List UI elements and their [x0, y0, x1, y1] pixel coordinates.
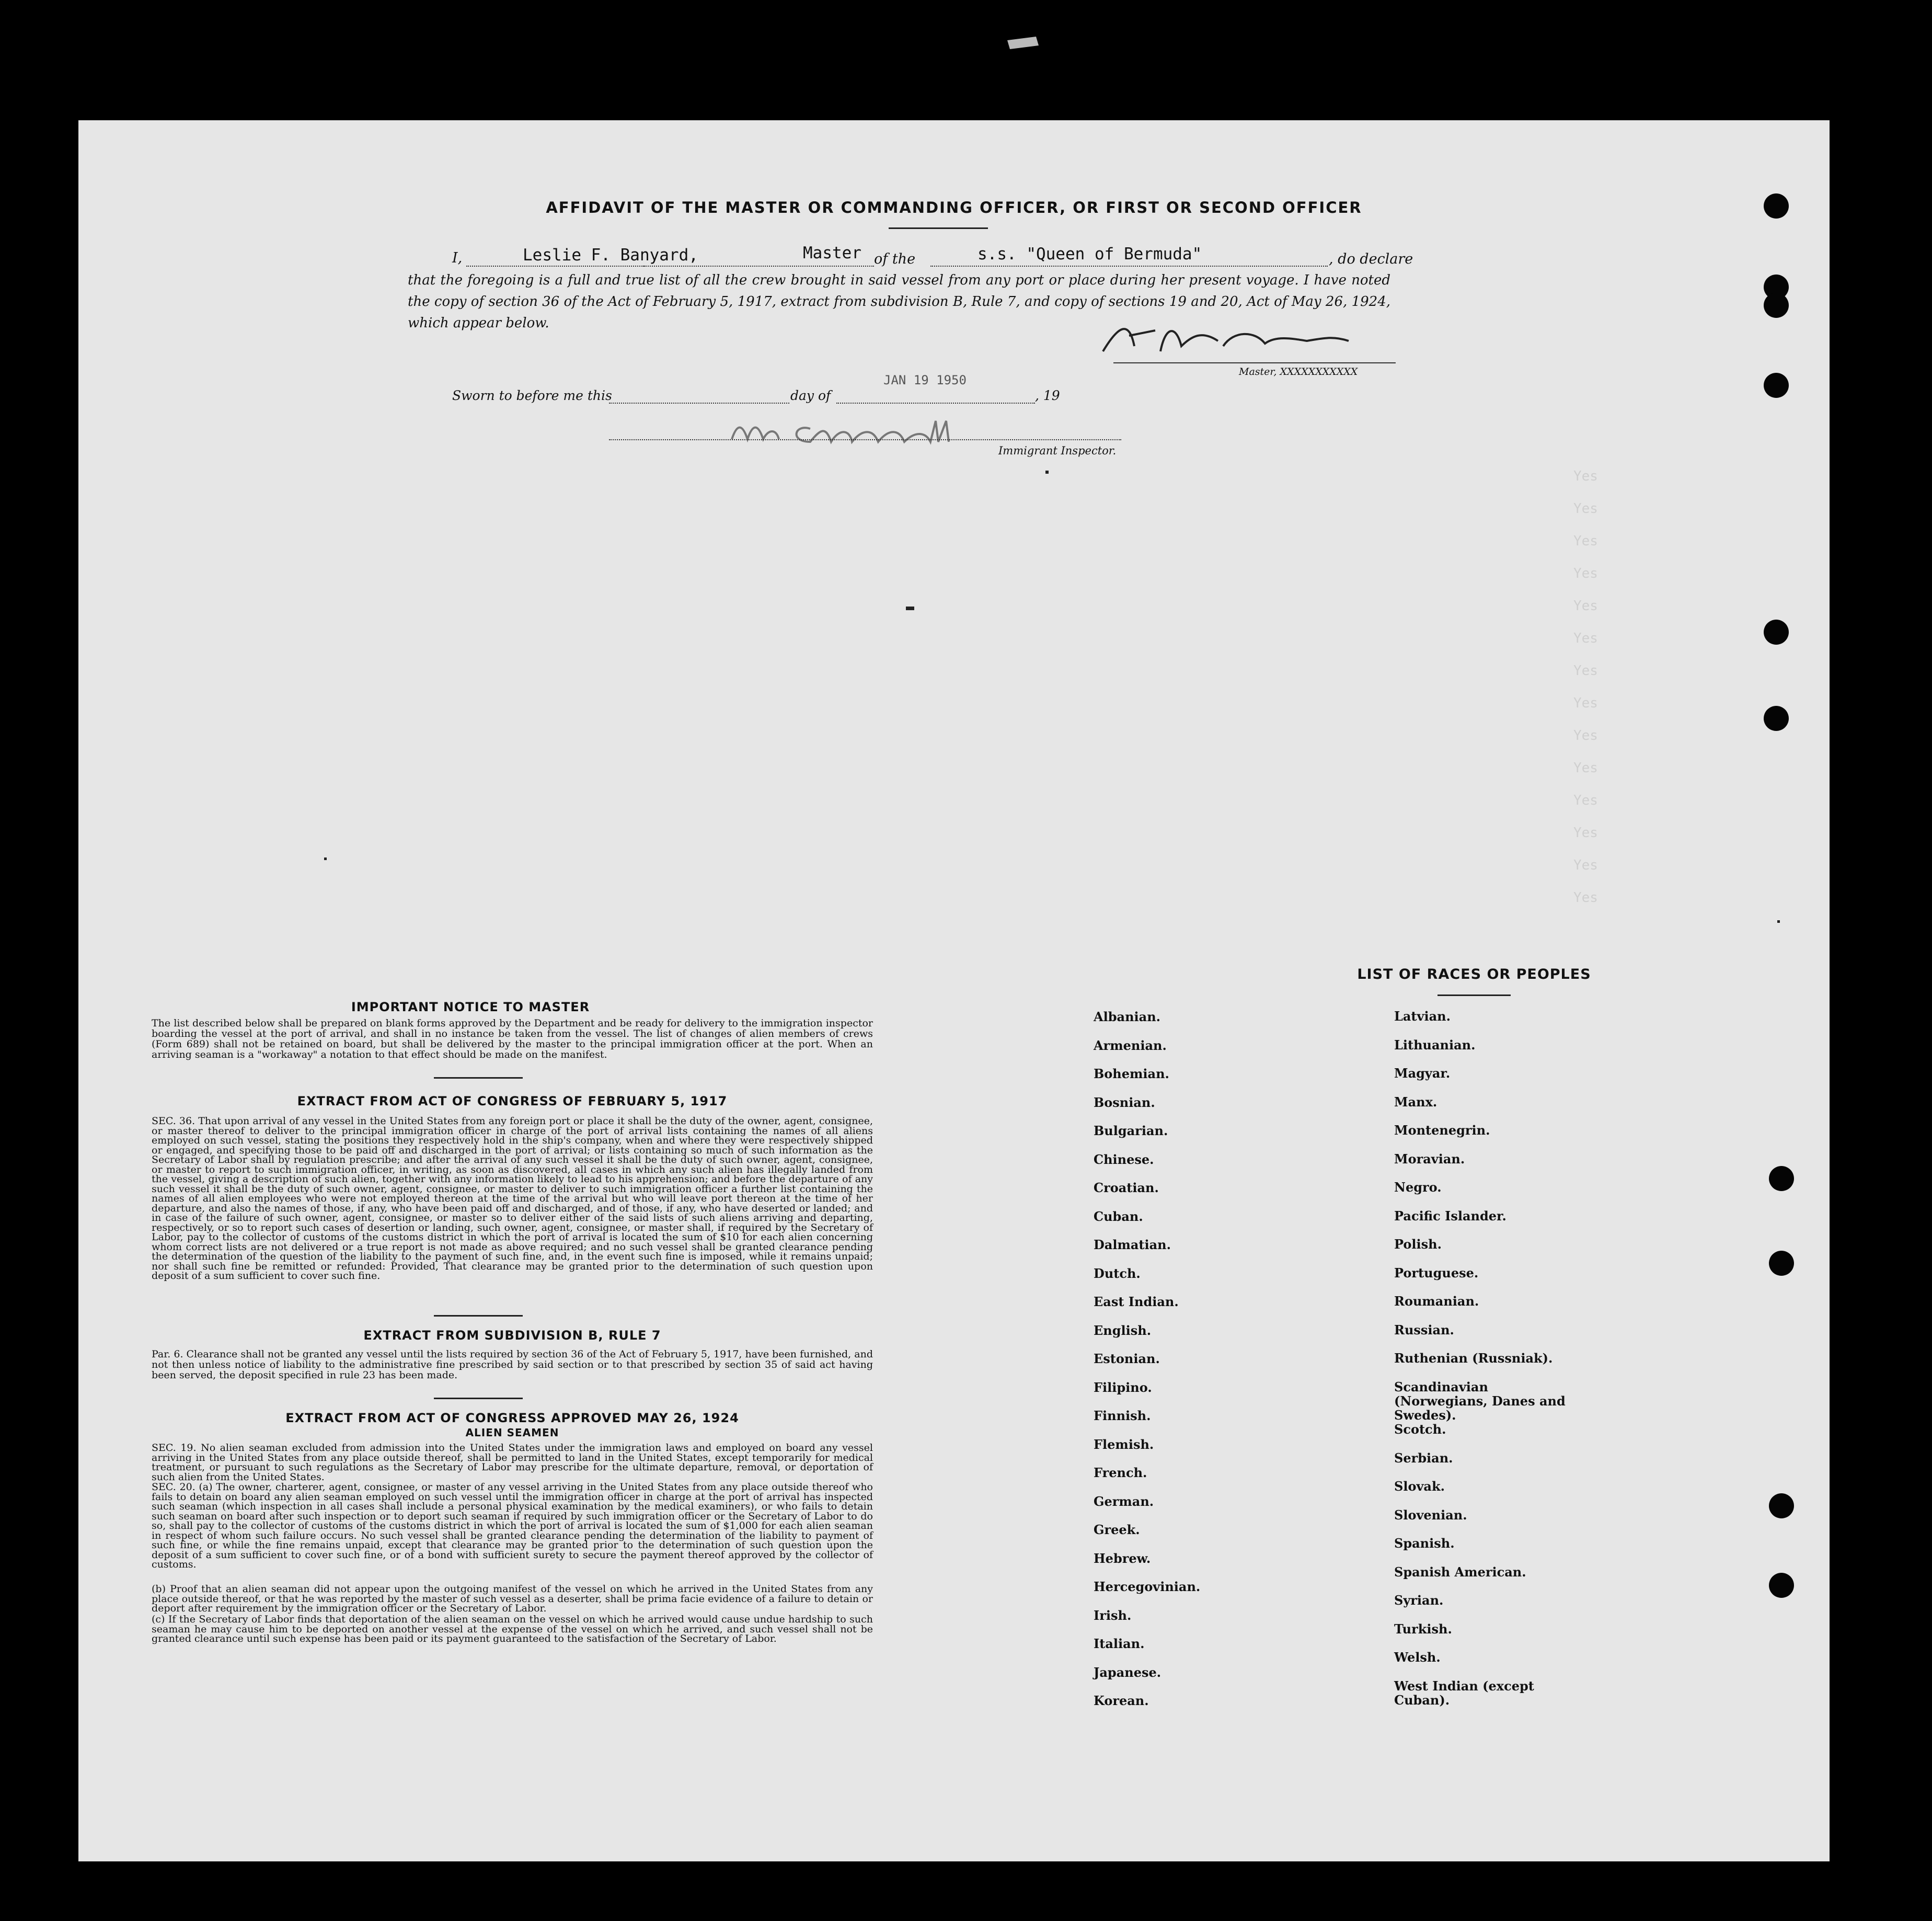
- inspector-caption: Immigrant Inspector.: [998, 444, 1117, 457]
- race-item: Montenegrin.: [1394, 1123, 1490, 1138]
- master-signature: [1098, 315, 1411, 367]
- race-item: Spanish.: [1394, 1536, 1455, 1551]
- races-divider: [1438, 994, 1511, 996]
- act-1917-heading: EXTRACT FROM ACT OF CONGRESS OF FEBRUARY 5, 1917: [297, 1094, 728, 1108]
- races-heading: LIST OF RACES OR PEOPLES: [1357, 966, 1591, 982]
- act-1924-subheading: ALIEN SEAMEN: [465, 1426, 559, 1439]
- affidavit-body: that the foregoing is a full and true list of all the crew brought in said vessel from any port or place during her present voyage. I have noted the copy of section 36 of the Act of February 5, 1917, extract from subdivision B, Rule 7, and copy of sections 19 and 20, Act of May 26, 1924, which appear below.: [408, 272, 1390, 331]
- signature-caption: Master, XXXXXXXXXXX: [1239, 366, 1358, 378]
- race-item: Ruthenian (Russniak).: [1394, 1351, 1553, 1366]
- dust-speck: [1045, 471, 1049, 474]
- act-1924-sec19: SEC. 19. No alien seaman excluded from admission into the United States under the immigration laws and employed on board any vessel arriving in the United States from any place outside thereof, shall be permitted to land in the United States, except temporarily for medical treatment, or pursuant to such regulations as the Secretary of Labor may prescribe for the ultimate departure, removal, or deportation of such alien from the United States.: [152, 1442, 873, 1483]
- i-label: I,: [452, 250, 463, 266]
- race-item: Bulgarian.: [1094, 1123, 1168, 1138]
- race-item: Serbian.: [1394, 1450, 1453, 1466]
- dust-speck: [1777, 920, 1780, 923]
- race-item: Finnish.: [1094, 1408, 1151, 1423]
- binder-hole: [1769, 1251, 1794, 1276]
- name-underline: [466, 266, 644, 267]
- race-item: Slovenian.: [1394, 1507, 1467, 1523]
- race-item: Scotch.: [1394, 1422, 1446, 1437]
- race-item: East Indian.: [1094, 1294, 1179, 1309]
- race-item: Dutch.: [1094, 1265, 1141, 1281]
- race-item: Syrian.: [1394, 1593, 1444, 1608]
- race-item: Italian.: [1094, 1636, 1145, 1651]
- act-1924-sec20a: SEC. 20. (a) The owner, charterer, agent, consignee, or master of any vessel arriving in the United States from any place outside thereof who fails to detain on board any alien seaman employed on such vessel until the immigration officer in charge at the port of arrival has inspected such seaman (which inspection in all cases shall include a personal physical examination by the medical examiners), or who fails to detain such seaman on board after such inspection or to deport such seaman if required by such immigration officer or the Secretary of Labor to do so, shall pay to the collector of customs of the customs district in which the port of arrival is located the sum of $1,000 for each alien seaman in respect of whom such failure occurs. No such vessel shall be granted clearance pending the determination of the liability to payment of such fine, or while the fine remains unpaid, except that clearance may be granted prior to the determination of such question upon the deposit of a sum sufficient to cover such fine, or of a bond with sufficient surety to secure the payment thereof approved by the collector of customs.: [152, 1481, 873, 1570]
- binder-hole: [1764, 193, 1789, 219]
- inspector-signature: [727, 413, 998, 450]
- binder-hole: [1764, 373, 1789, 398]
- race-item: Pacific Islander.: [1394, 1208, 1506, 1224]
- of-the-label: of the: [874, 251, 916, 267]
- year-label: , 19: [1035, 388, 1060, 403]
- race-item: Moravian.: [1394, 1151, 1465, 1167]
- binder-hole: [1769, 1493, 1794, 1518]
- notice-heading: IMPORTANT NOTICE TO MASTER: [351, 1000, 590, 1014]
- officer-name: Leslie F. Banyard,: [523, 246, 698, 265]
- race-item: Irish.: [1094, 1607, 1132, 1623]
- race-item: Hebrew.: [1094, 1550, 1151, 1566]
- race-item: Turkish.: [1394, 1621, 1452, 1637]
- sworn-month-underline: [836, 403, 1035, 404]
- binder-hole: [1764, 620, 1789, 645]
- race-item: West Indian (except Cuban).: [1394, 1678, 1534, 1708]
- heading-divider: [889, 227, 988, 229]
- race-item: Armenian.: [1094, 1037, 1167, 1053]
- race-item: Spanish American.: [1394, 1564, 1526, 1580]
- race-item: Magyar.: [1394, 1066, 1451, 1081]
- vessel-underline: [930, 266, 1328, 267]
- race-item: Roumanian.: [1394, 1294, 1479, 1309]
- dust-speck: [906, 607, 914, 610]
- race-item: Slovak.: [1394, 1479, 1445, 1494]
- date-stamp: JAN 19 1950: [883, 373, 967, 387]
- race-item: Greek.: [1094, 1522, 1140, 1537]
- notice-divider: [434, 1077, 523, 1079]
- race-item: French.: [1094, 1465, 1147, 1480]
- binder-hole: [1769, 1573, 1794, 1598]
- act-1924-heading: EXTRACT FROM ACT OF CONGRESS APPROVED MAY 26, 1924: [285, 1411, 739, 1425]
- race-item: Hercegovinian.: [1094, 1579, 1201, 1594]
- race-item: Portuguese.: [1394, 1265, 1479, 1280]
- vessel-name: s.s. "Queen of Bermuda": [978, 245, 1202, 264]
- act-1924-sec20c: (c) If the Secretary of Labor finds that deportation of the alien seaman on the vessel on which he arrived would cause undue hardship to such seaman he may cause him to be deported on another vessel at the expense of the vessel on which he arrived, and such vessel shall not be granted clearance until such expense has been paid or its payment guaranteed to the satisfaction of the Secretary of Labor.: [152, 1614, 873, 1644]
- race-item: English.: [1094, 1322, 1152, 1338]
- rule-7-heading: EXTRACT FROM SUBDIVISION B, RULE 7: [363, 1328, 661, 1343]
- race-item: Dalmatian.: [1094, 1237, 1171, 1252]
- race-item: Albanian.: [1094, 1009, 1160, 1024]
- race-item: Russian.: [1394, 1322, 1454, 1337]
- clip-mark: [1005, 32, 1041, 53]
- signature-underline: [1113, 362, 1396, 363]
- race-item: Bosnian.: [1094, 1094, 1155, 1110]
- bleed-through: Yes Yes Yes Yes Yes Yes Yes Yes Yes Yes Yes Yes Yes Yes: [1573, 468, 1598, 906]
- inspector-underline: [609, 439, 1121, 440]
- document-page: [78, 120, 1830, 1861]
- race-item: Croatian.: [1094, 1180, 1159, 1195]
- notice-text: The list described below shall be prepared on blank forms approved by the Department and be ready for delivery to the immigration inspector boarding the vessel at the port of arrival, and shall in no instance be taken from the vessel. The list of changes of alien members of crews (Form 689) shall not be retained on board, but shall be delivered by the master to the principal immigration officer at the port. When an arriving seaman is a "workaway" a notation to that effect should be made on the manifest.: [152, 1017, 873, 1060]
- rule-7-text: Par. 6. Clearance shall not be granted any vessel until the lists required by section 36 of the Act of February 5, 1917, have been furnished, and not then unless notice of liability to the administrative fine prescribed by said section or to that prescribed by section 35 of said act having been served, the deposit specified in rule 23 has been made.: [152, 1348, 873, 1381]
- dust-speck: [324, 857, 327, 860]
- race-item: Flemish.: [1094, 1436, 1154, 1452]
- race-item: Filipino.: [1094, 1379, 1152, 1395]
- sworn-label: Sworn to before me this: [452, 388, 612, 403]
- race-item: Cuban.: [1094, 1208, 1143, 1224]
- race-item: Negro.: [1394, 1180, 1442, 1195]
- act-1917-divider: [434, 1315, 523, 1317]
- race-item: Latvian.: [1394, 1009, 1451, 1024]
- race-item: Lithuanian.: [1394, 1037, 1476, 1053]
- race-item: Polish.: [1394, 1237, 1442, 1252]
- rule-7-divider: [434, 1398, 523, 1399]
- binder-hole: [1764, 293, 1789, 318]
- officer-rank: Master: [803, 244, 861, 262]
- act-1917-text: SEC. 36. That upon arrival of any vessel in the United States from any foreign port or place it shall be the duty of the owner, agent, consignee, or master thereof to deliver to the principal immigration officer in charge of the port of arrival lists containing the names of all aliens employed on such vessel, stating the positions they respectively hold in the ship's company, when and where they were respectively shipped or engaged, and specifying those to be paid off and discharged in the port of arrival; or lists containing so much of such information as the Secretary of Labor shall by regulation prescribe; and after the arrival of any such vessel it shall be the duty of such owner, agent, consignee, or master to report to such immigration officer, in writing, as soon as discovered, all cases in which any such alien has illegally landed from the vessel, giving a description of such alien, together with any information likely to lead to his apprehension; and before the departure of any such vessel it shall be the duty of such owner, agent, consignee, or master to deliver to such immigration officer a further list containing the names of all alien employees who were not employed thereon at the time of the arrival but who will leave port thereon at the time of her departure, and also the names of those, if any, who have been paid off and discharged, and of those, if any, who have deserted or landed; and in case of the failure of such owner, agent, consignee, or master so to deliver either of the said lists of such aliens arriving and departing, respectively, or so to report such cases of desertion or landing, such owner, agent, consignee, or master shall, if required by the Secretary of Labor, pay to the collector of customs of the customs district in which the port of arrival is located the sum of $10 for each alien concerning whom correct lists are not delivered or a true report is not made as above required; and no such vessel shall be granted clearance pending the determination of the question of the liability to the payment of such fine, and, in the event such fine is imposed, while it remains unpaid; nor shall such fine be remitted or refunded: Provided, That clearance may be granted prior to the determination of such question upon deposit of a sum sufficient to cover such fine.: [152, 1115, 873, 1282]
- race-item: Estonian.: [1094, 1351, 1160, 1366]
- rank-underline: [644, 266, 874, 267]
- race-item: Welsh.: [1394, 1650, 1441, 1665]
- race-item: Scandinavian (Norwegians, Danes and Swedes).: [1394, 1379, 1566, 1423]
- declare-tail: , do declare: [1329, 251, 1413, 267]
- race-item: Chinese.: [1094, 1151, 1154, 1167]
- race-item: Manx.: [1394, 1094, 1438, 1110]
- race-item: Japanese.: [1094, 1664, 1162, 1680]
- sworn-day-underline: [609, 403, 789, 404]
- binder-hole: [1769, 1166, 1794, 1191]
- act-1924-sec20b: (b) Proof that an alien seaman did not appear upon the outgoing manifest of the vessel on which he arrived in the United States from any place outside thereof, or that he was reported by the master of such vessel as a deserter, shall be prima facie evidence of a failure to detain or deport after requirement by the immigration officer or the Secretary of Labor.: [152, 1583, 873, 1614]
- binder-hole: [1764, 706, 1789, 731]
- race-item: German.: [1094, 1493, 1154, 1509]
- race-item: Korean.: [1094, 1693, 1149, 1708]
- race-item: Bohemian.: [1094, 1066, 1169, 1081]
- day-of-label: day of: [790, 388, 831, 403]
- affidavit-heading: AFFIDAVIT OF THE MASTER OR COMMANDING OFFICER, OR FIRST OR SECOND OFFICER: [546, 199, 1362, 216]
